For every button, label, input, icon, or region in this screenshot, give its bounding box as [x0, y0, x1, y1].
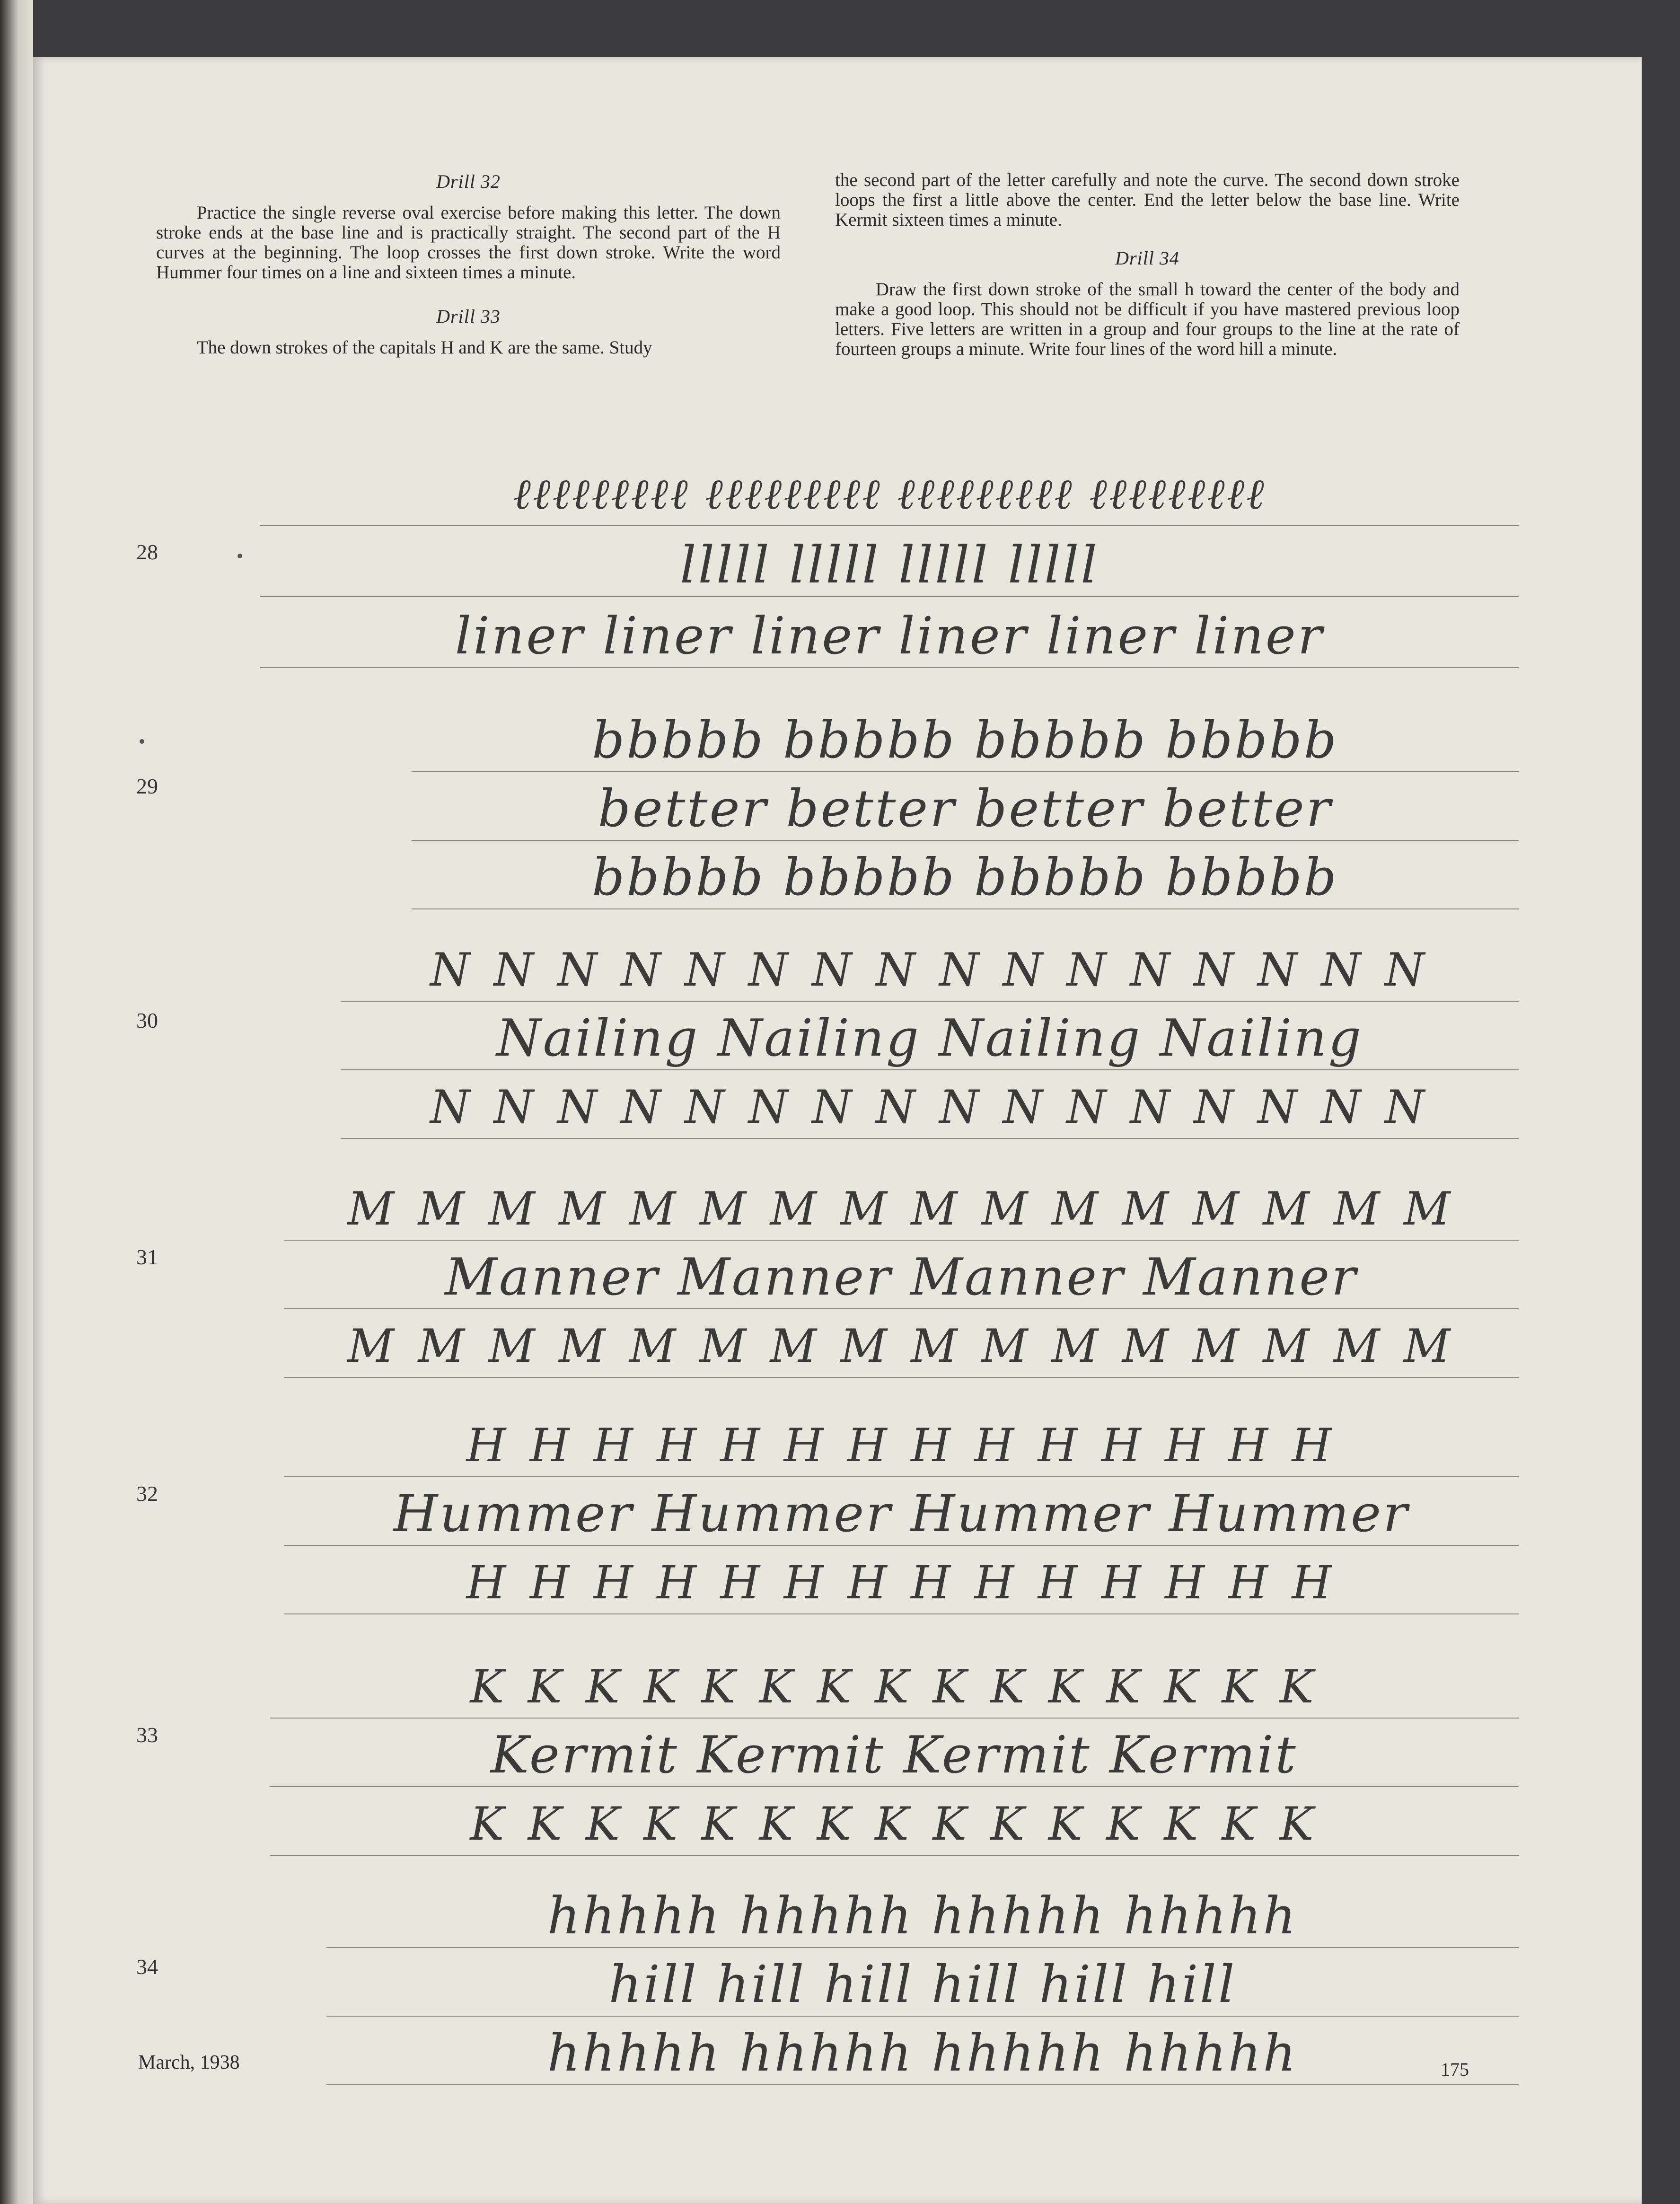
script-line: N N N N N N N N N N N N N N N N	[341, 1076, 1519, 1139]
script-line: M M M M M M M M M M M M M M M M	[284, 1315, 1519, 1378]
row-number-28: 28	[136, 540, 158, 564]
ink-dot	[140, 739, 144, 744]
drill-33-text-b: the second part of the letter carefully and note the curve. The second down stroke loops the first a little above the center. End the letter below the base line. Write Kermit sixteen times a minute.	[835, 170, 1460, 230]
script-line: liner liner liner liner liner liner	[260, 606, 1519, 668]
row-number-31: 31	[136, 1245, 158, 1269]
script-line: bbbbb bbbbb bbbbb bbbbb	[412, 847, 1519, 909]
script-line: better better better better	[412, 778, 1519, 841]
row-number-34: 34	[136, 1955, 158, 1979]
text-column-right	[835, 170, 1460, 382]
script-line: bbbbb bbbbb bbbbb bbbbb	[412, 710, 1519, 772]
drill-32-title: Drill 32	[436, 171, 501, 192]
row-number-32: 32	[136, 1481, 158, 1506]
page	[33, 57, 1642, 2204]
ink-dot	[237, 554, 242, 558]
script-line: hhhhh hhhhh hhhhh hhhhh	[326, 1886, 1519, 1948]
script-line: H H H H H H H H H H H H H H	[284, 1552, 1519, 1614]
script-line: Kermit Kermit Kermit Kermit	[270, 1725, 1519, 1787]
row-number-30: 30	[136, 1008, 158, 1032]
script-line: M M M M M M M M M M M M M M M M	[284, 1178, 1519, 1241]
drill-34-title: Drill 34	[1115, 247, 1179, 269]
script-line: Nailing Nailing Nailing Nailing	[341, 1008, 1519, 1070]
script-line: H H H H H H H H H H H H H H	[284, 1415, 1519, 1477]
drill-33-text-a: The down strokes of the capitals H and K are the same. Study	[196, 337, 652, 358]
script-line: lllll lllll lllll lllll	[260, 535, 1519, 597]
drill-33-title: Drill 33	[436, 306, 501, 327]
binding-spine	[0, 0, 33, 2204]
script-line: ℓℓℓℓℓℓℓℓℓ ℓℓℓℓℓℓℓℓℓ ℓℓℓℓℓℓℓℓℓ ℓℓℓℓℓℓℓℓℓ	[260, 464, 1519, 526]
script-line: hhhhh hhhhh hhhhh hhhhh	[326, 2023, 1519, 2085]
row-number-29: 29	[136, 774, 158, 798]
drill-32-text: Practice the single reverse oval exercise before making this letter. The down stroke ends at the base line and is practically straight. The second part of the H curves at the beginning. The loop crosses the first down stroke. Write the word Hummer four times on a line and sixteen times a minute.	[156, 203, 781, 282]
footer-date: March, 1938	[138, 2052, 240, 2073]
script-line: Hummer Hummer Hummer Hummer	[284, 1483, 1519, 1546]
text-column-left	[156, 170, 781, 380]
script-line: N N N N N N N N N N N N N N N N	[341, 939, 1519, 1002]
script-line: hill hill hill hill hill hill	[326, 1954, 1519, 2017]
script-line: Manner Manner Manner Manner	[284, 1247, 1519, 1309]
script-line: K K K K K K K K K K K K K K K	[270, 1793, 1519, 1856]
drill-34-text: Draw the first down stroke of the small h toward the center of the body and make a good loop. This should not be difficult if you have mastered previous loop letters. Five letters are written in a group and four groups to the line at the rate of fourteen groups a minute. Write four lines of the word hill a minute.	[835, 279, 1460, 359]
row-number-33: 33	[136, 1723, 158, 1747]
script-line: K K K K K K K K K K K K K K K	[270, 1656, 1519, 1719]
page-number: 175	[1441, 2059, 1469, 2080]
